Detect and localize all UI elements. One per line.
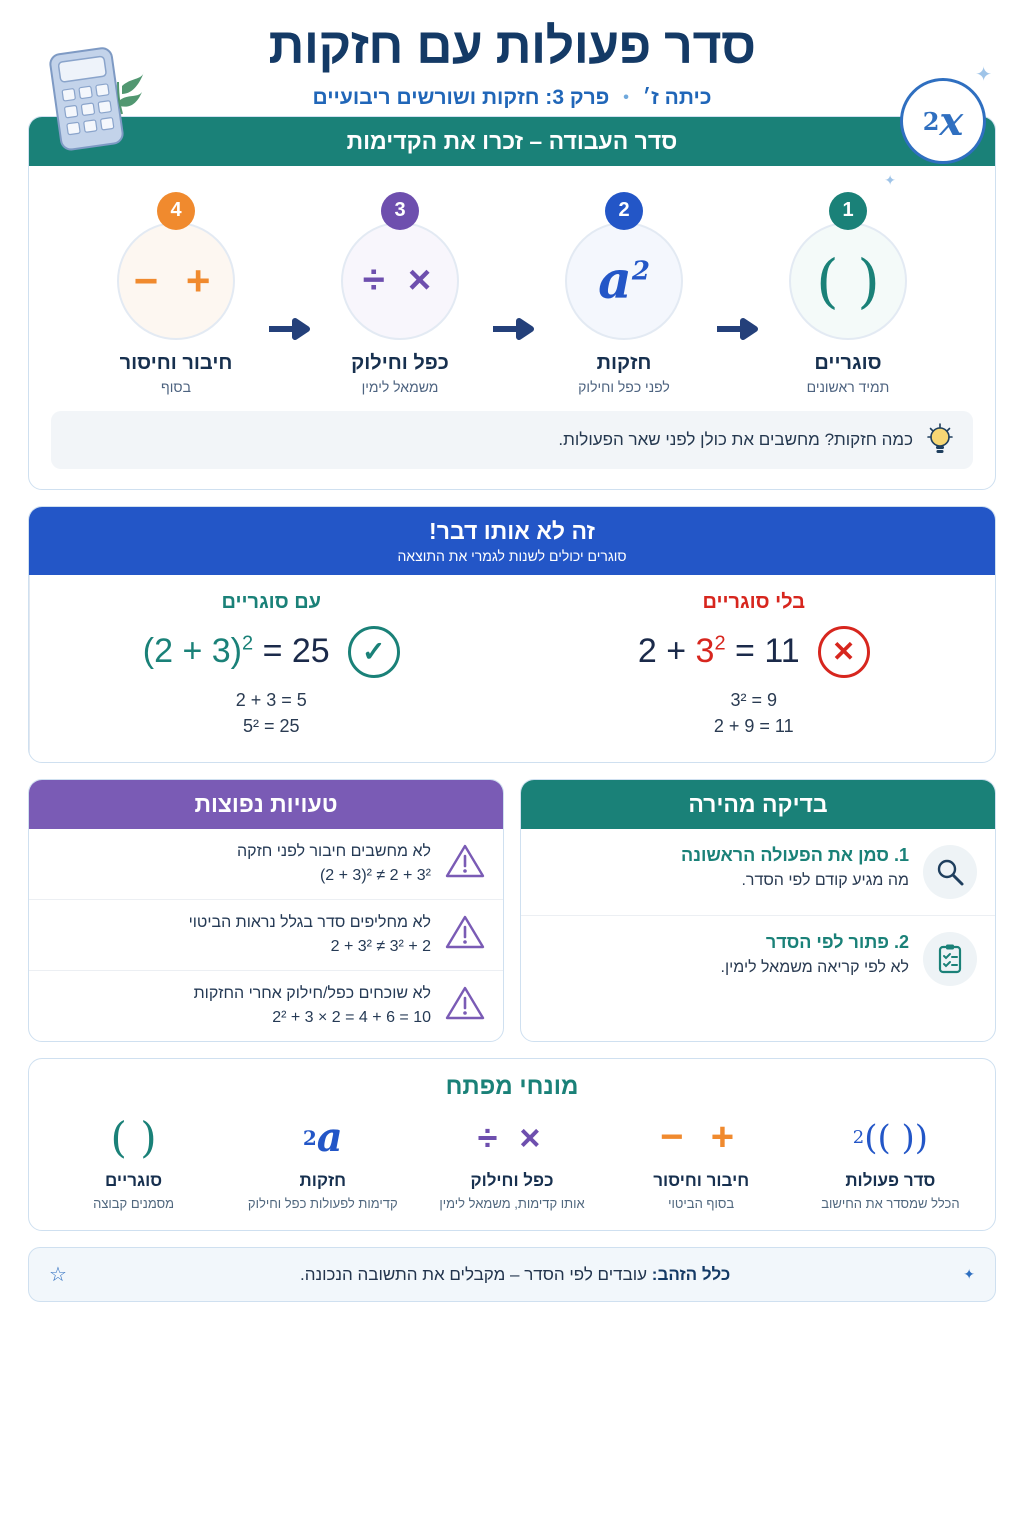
correct-expression: $(2 + 3)^2 = 25$: [142, 632, 330, 670]
tip-text: כמה חזקות? מחשבים את כולן לפני שאר הפעולות.: [558, 429, 913, 449]
correct-steps: 2 + 3 = 5 5² = 25: [235, 689, 307, 736]
step-add-subtract: [91, 192, 261, 395]
warning-triangle-icon: [445, 843, 485, 879]
order-of-operations-card: [28, 116, 996, 490]
mistake-item: [29, 829, 503, 900]
comparison-body: [29, 575, 995, 762]
parentheses-icon: ( ): [110, 1113, 157, 1162]
magnifier-icon: [923, 845, 977, 899]
step-number: 1: [829, 192, 867, 230]
check-body: לא לפי קריאה משמאל לימין.: [720, 958, 909, 976]
step-sub: בסוף: [161, 378, 191, 395]
glossary-heading: מונחי מפתח: [445, 1072, 579, 1100]
check-title: 2. פתור לפי הסדר: [765, 931, 909, 952]
glossary-label: סוגריים: [105, 1170, 163, 1190]
check-body: מה מגיע קודם לפי הסדר.: [741, 871, 909, 889]
arrow-icon: [265, 316, 311, 348]
quick-check-heading: בדיקה מהירה: [521, 780, 995, 829]
glossary-item-order: [796, 1111, 985, 1213]
glossary-card: [28, 1058, 996, 1232]
step-circle: [341, 222, 459, 340]
comparison-wrong: [513, 575, 996, 762]
check-icon: ✓: [348, 626, 400, 678]
glossary-item-add-subtract: [607, 1111, 796, 1213]
check-item: [521, 916, 995, 1002]
footer-body: עובדים לפי הסדר – מקבלים את התשובה הנכונה.: [299, 1264, 652, 1284]
multiply-divide-icon: × ÷: [477, 1116, 547, 1158]
comparison-subheading: סוגרים יכולים לשנות לגמרי את התוצאה: [397, 547, 627, 564]
wrong-expression: $2 + 3^2 = 11$: [637, 632, 800, 670]
step-number: 4: [157, 192, 195, 230]
correct-title: עם סוגריים: [221, 590, 321, 613]
glossary-sub: אותו קדימות, משמאל לימין: [439, 1195, 585, 1211]
check-title: 1. סמן את הפעולה הראשונה: [681, 844, 909, 865]
calculator-icon: [38, 42, 148, 167]
plus-minus-icon: + −: [133, 256, 219, 304]
mistake-formula: 2 + 3² ≠ 3² + 2: [330, 937, 431, 955]
glossary-sub: בסוף הביטוי: [668, 1195, 735, 1211]
glossary-sub: הכלל שמסדר את החישוב: [821, 1195, 960, 1211]
glossary-item-powers: [228, 1111, 417, 1213]
page-subtitle: [28, 86, 996, 110]
tip-box: [51, 411, 973, 469]
glossary-label: כפל וחילוק: [470, 1170, 554, 1190]
comparison-heading: זה לא אותו דבר! סוגרים יכולים לשנות לגמרי את התוצאה: [29, 507, 995, 575]
step-label: כפל וחילוק: [351, 351, 449, 374]
mistake-item: [29, 900, 503, 971]
two-column-section: [28, 779, 996, 1042]
footer-text: [81, 1265, 949, 1285]
warning-triangle-icon: [445, 914, 485, 950]
step-sub: משמאל לימין: [361, 378, 439, 395]
common-mistakes-card: [28, 779, 504, 1042]
step-powers: [539, 192, 709, 395]
mistake-item: [29, 971, 503, 1041]
sparkle-icon: ✦: [963, 1266, 975, 1283]
check-item: [521, 829, 995, 916]
quick-check-card: [520, 779, 996, 1042]
arrow-icon: [713, 316, 759, 348]
glossary-label: סדר פעולות: [845, 1170, 936, 1190]
power-icon: a 2: [302, 1114, 343, 1161]
mistake-text: לא מחשבים חיבור לפני חזקה: [237, 842, 431, 860]
sparkle-icon: ✦: [975, 64, 992, 86]
step-circle: [789, 222, 907, 340]
lightbulb-icon: [925, 423, 955, 457]
footer-banner: [28, 1247, 996, 1302]
glossary-label: חזקות: [299, 1170, 347, 1190]
order-card-heading: סדר העבודה – זכרו את הקדימות: [29, 117, 995, 166]
step-number: 3: [381, 192, 419, 230]
step-label: חזקות: [596, 351, 652, 374]
footer-label: כלל הזהב:: [651, 1264, 731, 1284]
comparison-correct: [29, 575, 513, 762]
clipboard-check-icon: [923, 932, 977, 986]
mistakes-heading: טעויות נפוצות: [29, 780, 503, 829]
star-icon: ☆: [49, 1264, 67, 1287]
power-icon: $a^2$: [598, 250, 650, 311]
step-circle: [565, 222, 683, 340]
multiply-divide-icon: × ÷: [362, 258, 438, 302]
warning-triangle-icon: [445, 985, 485, 1021]
glossary-sub: קדימות לפעולות כפל וחילוק: [247, 1195, 398, 1211]
sparkle-icon: ✦: [884, 172, 896, 188]
badge-exponent: 2: [922, 106, 940, 136]
badge-base: x: [939, 97, 964, 145]
glossary-sub: מסמנים קבוצה: [93, 1195, 175, 1211]
mistake-formula: 2² + 3 × 2 = 4 + 6 = 10: [272, 1008, 431, 1026]
step-parentheses: [763, 192, 933, 395]
mistake-text: לא שוכחים כפל/חילוק אחרי החזקות: [193, 984, 431, 1002]
arrow-icon: [489, 316, 535, 348]
glossary-item-parentheses: [39, 1111, 228, 1213]
order-icon: (( )) 2: [852, 1117, 929, 1158]
grade-label: כיתה ז׳: [642, 85, 712, 109]
wrong-steps: 3² = 9 2 + 9 = 11: [713, 689, 794, 736]
mistake-text: לא מחליפים סדר בגלל נראות הביטוי: [188, 913, 431, 931]
parentheses-icon: ( ): [816, 246, 880, 315]
step-circle: [117, 222, 235, 340]
glossary-items: [29, 1105, 995, 1231]
step-number: 2: [605, 192, 643, 230]
chapter-label: פרק 3: חזקות ושורשים ריבועיים: [312, 85, 610, 109]
order-steps: [29, 166, 995, 401]
step-sub: תמיד ראשונים: [806, 378, 890, 395]
mistake-formula: (2 + 3)² ≠ 2 + 3²: [319, 866, 431, 884]
plus-minus-icon: + −: [660, 1115, 743, 1159]
step-label: סוגריים: [814, 351, 882, 374]
page-title: סדר פעולות עם חזקות: [268, 18, 756, 74]
step-multiply-divide: [315, 192, 485, 395]
comparison-card: [28, 506, 996, 763]
step-sub: לפני כפל וחילוק: [578, 378, 670, 395]
glossary-label: חיבור וחיסור: [653, 1170, 750, 1190]
cross-icon: ✕: [818, 626, 870, 678]
separator-dot: •: [623, 88, 629, 106]
step-label: חיבור וחיסור: [119, 351, 233, 374]
glossary-item-multiply-divide: [417, 1111, 606, 1213]
wrong-title: בלי סוגריים: [702, 590, 806, 613]
x-squared-badge: [900, 78, 986, 164]
